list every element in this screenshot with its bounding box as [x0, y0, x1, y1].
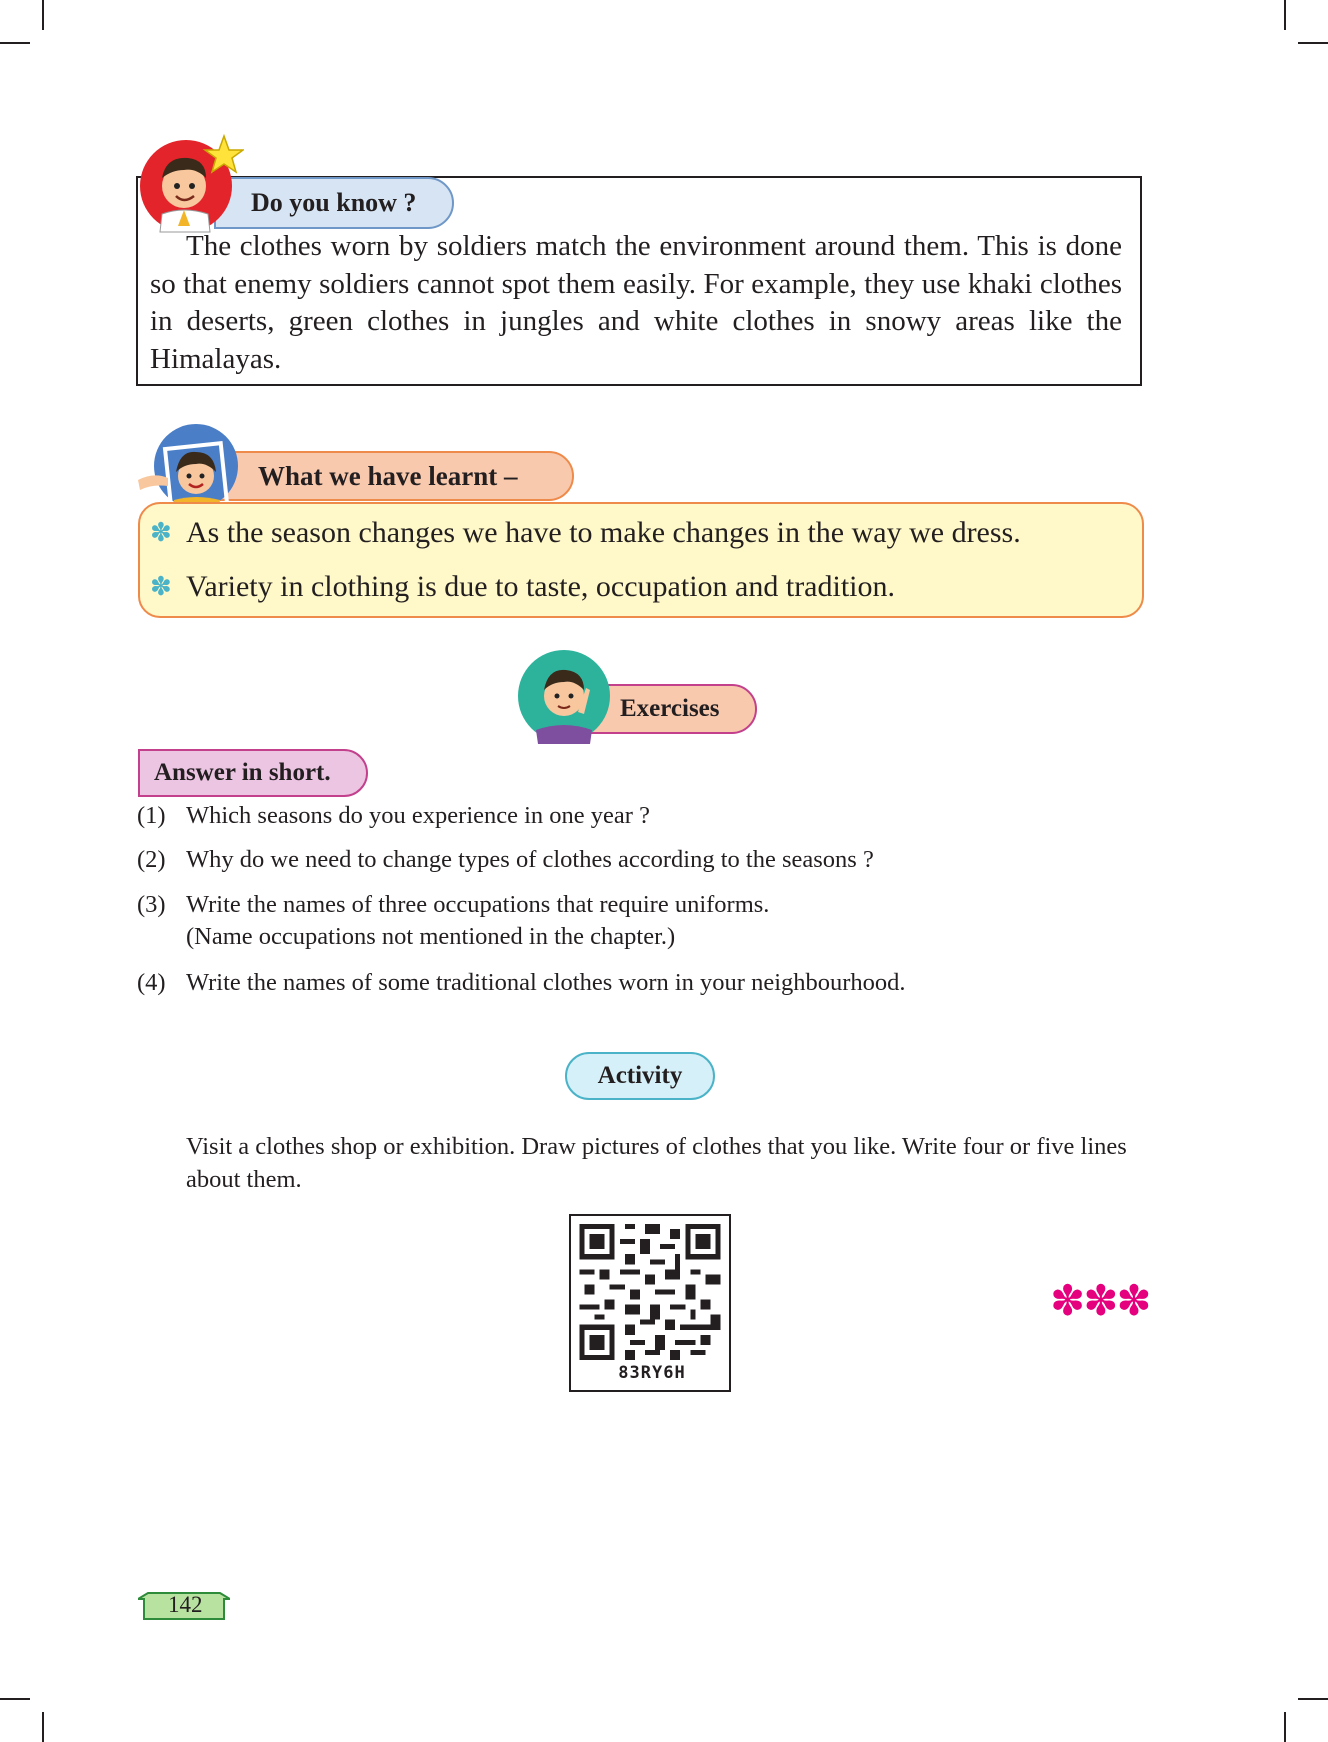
asterisk-bullet-icon: ✽ — [150, 572, 172, 601]
question-number: (3) — [137, 891, 166, 918]
do-you-know-text: The clothes worn by soldiers match the environment around them. This is done so that enemy soldiers cannot spot them easily. For example, they use khaki clothes in deserts, green clothes in jungles and white clothes in snowy areas like the Himalayas. — [150, 230, 1122, 375]
crop-mark — [1284, 1712, 1286, 1742]
do-you-know-title: Do you know ? — [214, 177, 454, 229]
question-number: (4) — [137, 969, 166, 996]
answer-in-short-label: Answer in short. — [138, 749, 368, 797]
question-number: (2) — [137, 846, 166, 873]
boy-thinking-mascot-icon — [512, 648, 614, 744]
qr-code-icon — [579, 1224, 721, 1360]
qr-code[interactable] — [569, 1214, 731, 1392]
activity-text: Visit a clothes shop or exhibition. Draw pictures of clothes that you like. Write four or five lines about them. — [186, 1133, 1127, 1193]
question-text: Write the names of three occupations that require uniforms. — [186, 891, 770, 918]
learnt-item — [150, 570, 895, 604]
crop-mark — [1298, 42, 1328, 44]
learnt-item-text: Variety in clothing is due to taste, occupation and tradition. — [186, 570, 895, 603]
question-text: Why do we need to change types of clothes according to the seasons ? — [186, 846, 874, 873]
what-we-learnt-title: What we have learnt – — [220, 451, 574, 501]
learnt-item — [150, 516, 1021, 550]
activity-title: Activity — [565, 1052, 715, 1100]
end-marker-stars: ✽✽✽ — [1050, 1276, 1150, 1325]
question-text: Which seasons do you experience in one year ? — [186, 802, 650, 829]
crop-mark — [42, 1712, 44, 1742]
qr-code-label: 83RY6H — [618, 1363, 686, 1383]
crop-mark — [42, 0, 44, 30]
exercises-title: Exercises — [582, 684, 757, 734]
crop-mark — [1298, 1698, 1328, 1700]
question-text-line-2: (Name occupations not mentioned in the chapter.) — [186, 923, 676, 950]
boy-mascot-icon — [132, 134, 244, 234]
asterisk-bullet-icon: ✽ — [150, 518, 172, 547]
learnt-item-text: As the season changes we have to make changes in the way we dress. — [186, 516, 1021, 549]
question-number: (1) — [137, 802, 166, 829]
question-text: Write the names of some traditional clothes worn in your neighbourhood. — [186, 969, 906, 996]
crop-mark — [1284, 0, 1286, 30]
crop-mark — [0, 42, 30, 44]
crop-mark — [0, 1698, 30, 1700]
page-number: 142 — [168, 1592, 203, 1617]
